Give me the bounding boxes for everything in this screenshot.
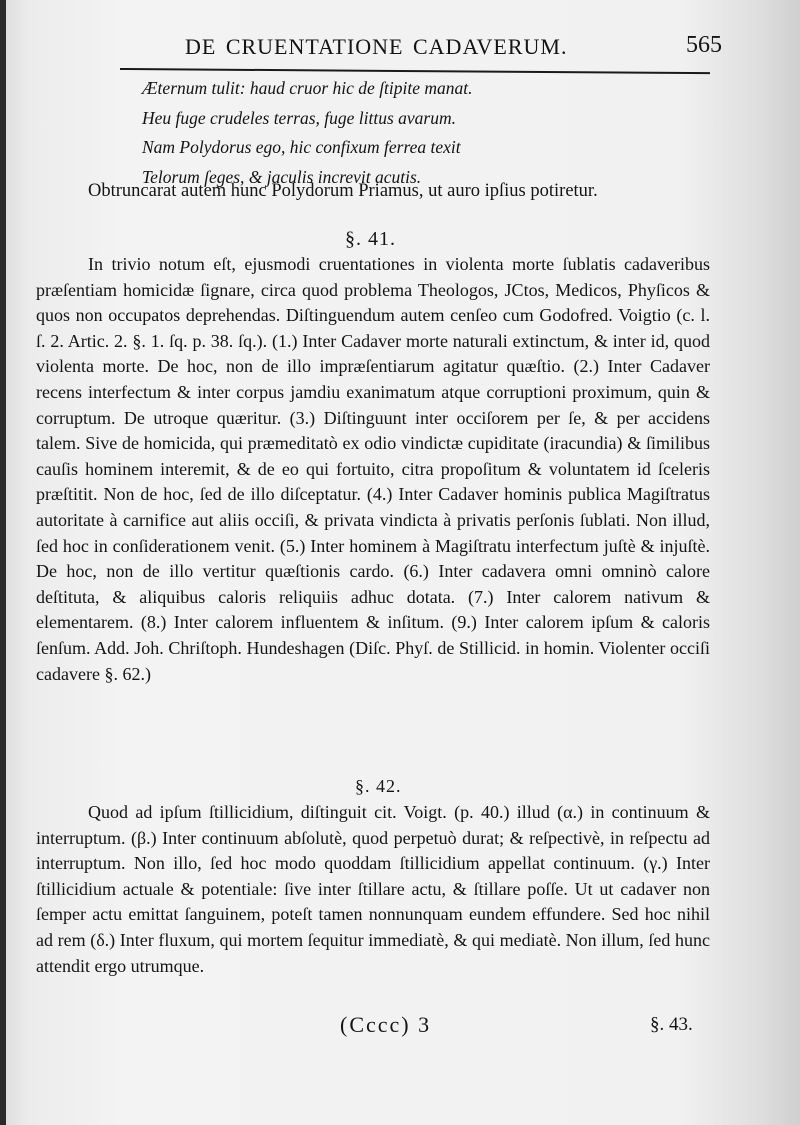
verse-line: Heu fuge crudeles terras, fuge littus avarum. bbox=[142, 107, 456, 128]
verse-line: Æternum tulit: haud cruor hic de ſtipite manat. bbox=[142, 78, 473, 98]
section-heading-42: §. 42. bbox=[355, 776, 402, 796]
running-head: DE CRUENTATIONE CADAVERUM. bbox=[185, 34, 568, 59]
section-heading-41: §. 41. bbox=[345, 228, 396, 250]
paragraph-text: In trivio notum eſt, ejusmodi cruentationes in violenta morte ſublatis cadaveribus præſentiam homicidæ ſignare, circa quod problema Theologos, JCtos, Medicos, Phyſicos & quos non occupatos deprehendas. Diſtinguendum autem cenſeo cum Godofred. Voigtio (c. l. ſ. 2. Artic. 2. §. 1. ſq. p. 38. ſq.). (1.) Inter Cadaver morte naturali extinctum, & inter id, quod violenta morte. De hoc, non de illo impræſentiarum agitatur quæſtio. (2.) Inter Cadaver recens interfectum & inter corpus jamdiu exanimatum atque corruptioni proximum, quin & corruptum. De utroque quæritur. (3.) Diſtinguunt inter occiſorem per ſe, & per accidens talem. Sive de homicida, qui præmeditatò ex odio vindictæ cupiditate (iracundia) & ſimilibus cauſis hominem interemit, & de eo qui fortuito, citra propoſitum & voluntatem id ſceleris præſtitit. Non de hoc, ſed de illo diſceptatur. (4.) Inter Cadaver hominis publica Magiſtratus autoritate à carnifice aut aliis occiſi, & privata vindicta à privatis perſonis ſublati. Non illud, ſed hoc in conſiderationem venit. (5.) Inter hominem à Magiſtratu interfectum juſtè & injuſtè. De hoc, non de illo vertitur quæſtionis cardo. (6.) Inter cadavera omni omninò calore deſtituta, & aliquibus caloris reliquiis adhuc dotata. (7.) Inter calorem nativum & elementarem. (8.) Inter calorem influentem & inſitum. (9.) Inter calorem ipſum & caloris ſenſum. Add. Joh. Chriſtoph. Hundeshagen (Diſc. Phyſ. de Stillicid. in homin. Violenter occiſi cadavere §. 62.) bbox=[36, 254, 710, 684]
paragraph-obtruncarat bbox=[36, 172, 710, 210]
verse-line: Telorum ſeges, & jaculis increvit acutis. bbox=[142, 166, 422, 187]
section-41-body bbox=[36, 252, 710, 687]
page-edge-shadow bbox=[0, 0, 6, 1125]
paragraph-text: Quod ad ipſum ſtillicidium, diſtinguit cit. Voigt. (p. 40.) illud (α.) in continuum & interruptum. (β.) Inter continuum abſolutè, quod perpetuò durat; & reſpectivè, in reſpectu ad interruptum. Non illo, ſed hoc modo quoddam ſtillicidium appellat continuum. (γ.) Inter ſtillicidium actuale & potentiale: ſive inter ſtillare actu, & ſtillare poſſe. Ut ut cadaver non ſemper actu emittat ſanguinem, poteſt tamen nonnunquam eundem effundere. Sed hoc nihil ad rem (δ.) Inter fluxum, qui mortem ſequitur immediatè, & qui mediatè. Non illum, ſed hunc attendit ergo utrumque. bbox=[36, 802, 710, 976]
paragraph-text: Obtruncarat autem hunc Polydorum Priamus, ut auro ipſius potiretur. bbox=[88, 181, 598, 201]
verse-line: Nam Polydorus ego, hic confixum ferrea texit bbox=[142, 137, 461, 157]
page-footer bbox=[0, 1012, 800, 1052]
page-header bbox=[150, 30, 722, 66]
catchword: §. 43. bbox=[650, 1014, 693, 1035]
page-number: 565 bbox=[686, 32, 722, 58]
signature-mark: (Cccc) 3 bbox=[340, 1012, 432, 1037]
section-42-body bbox=[36, 800, 710, 979]
